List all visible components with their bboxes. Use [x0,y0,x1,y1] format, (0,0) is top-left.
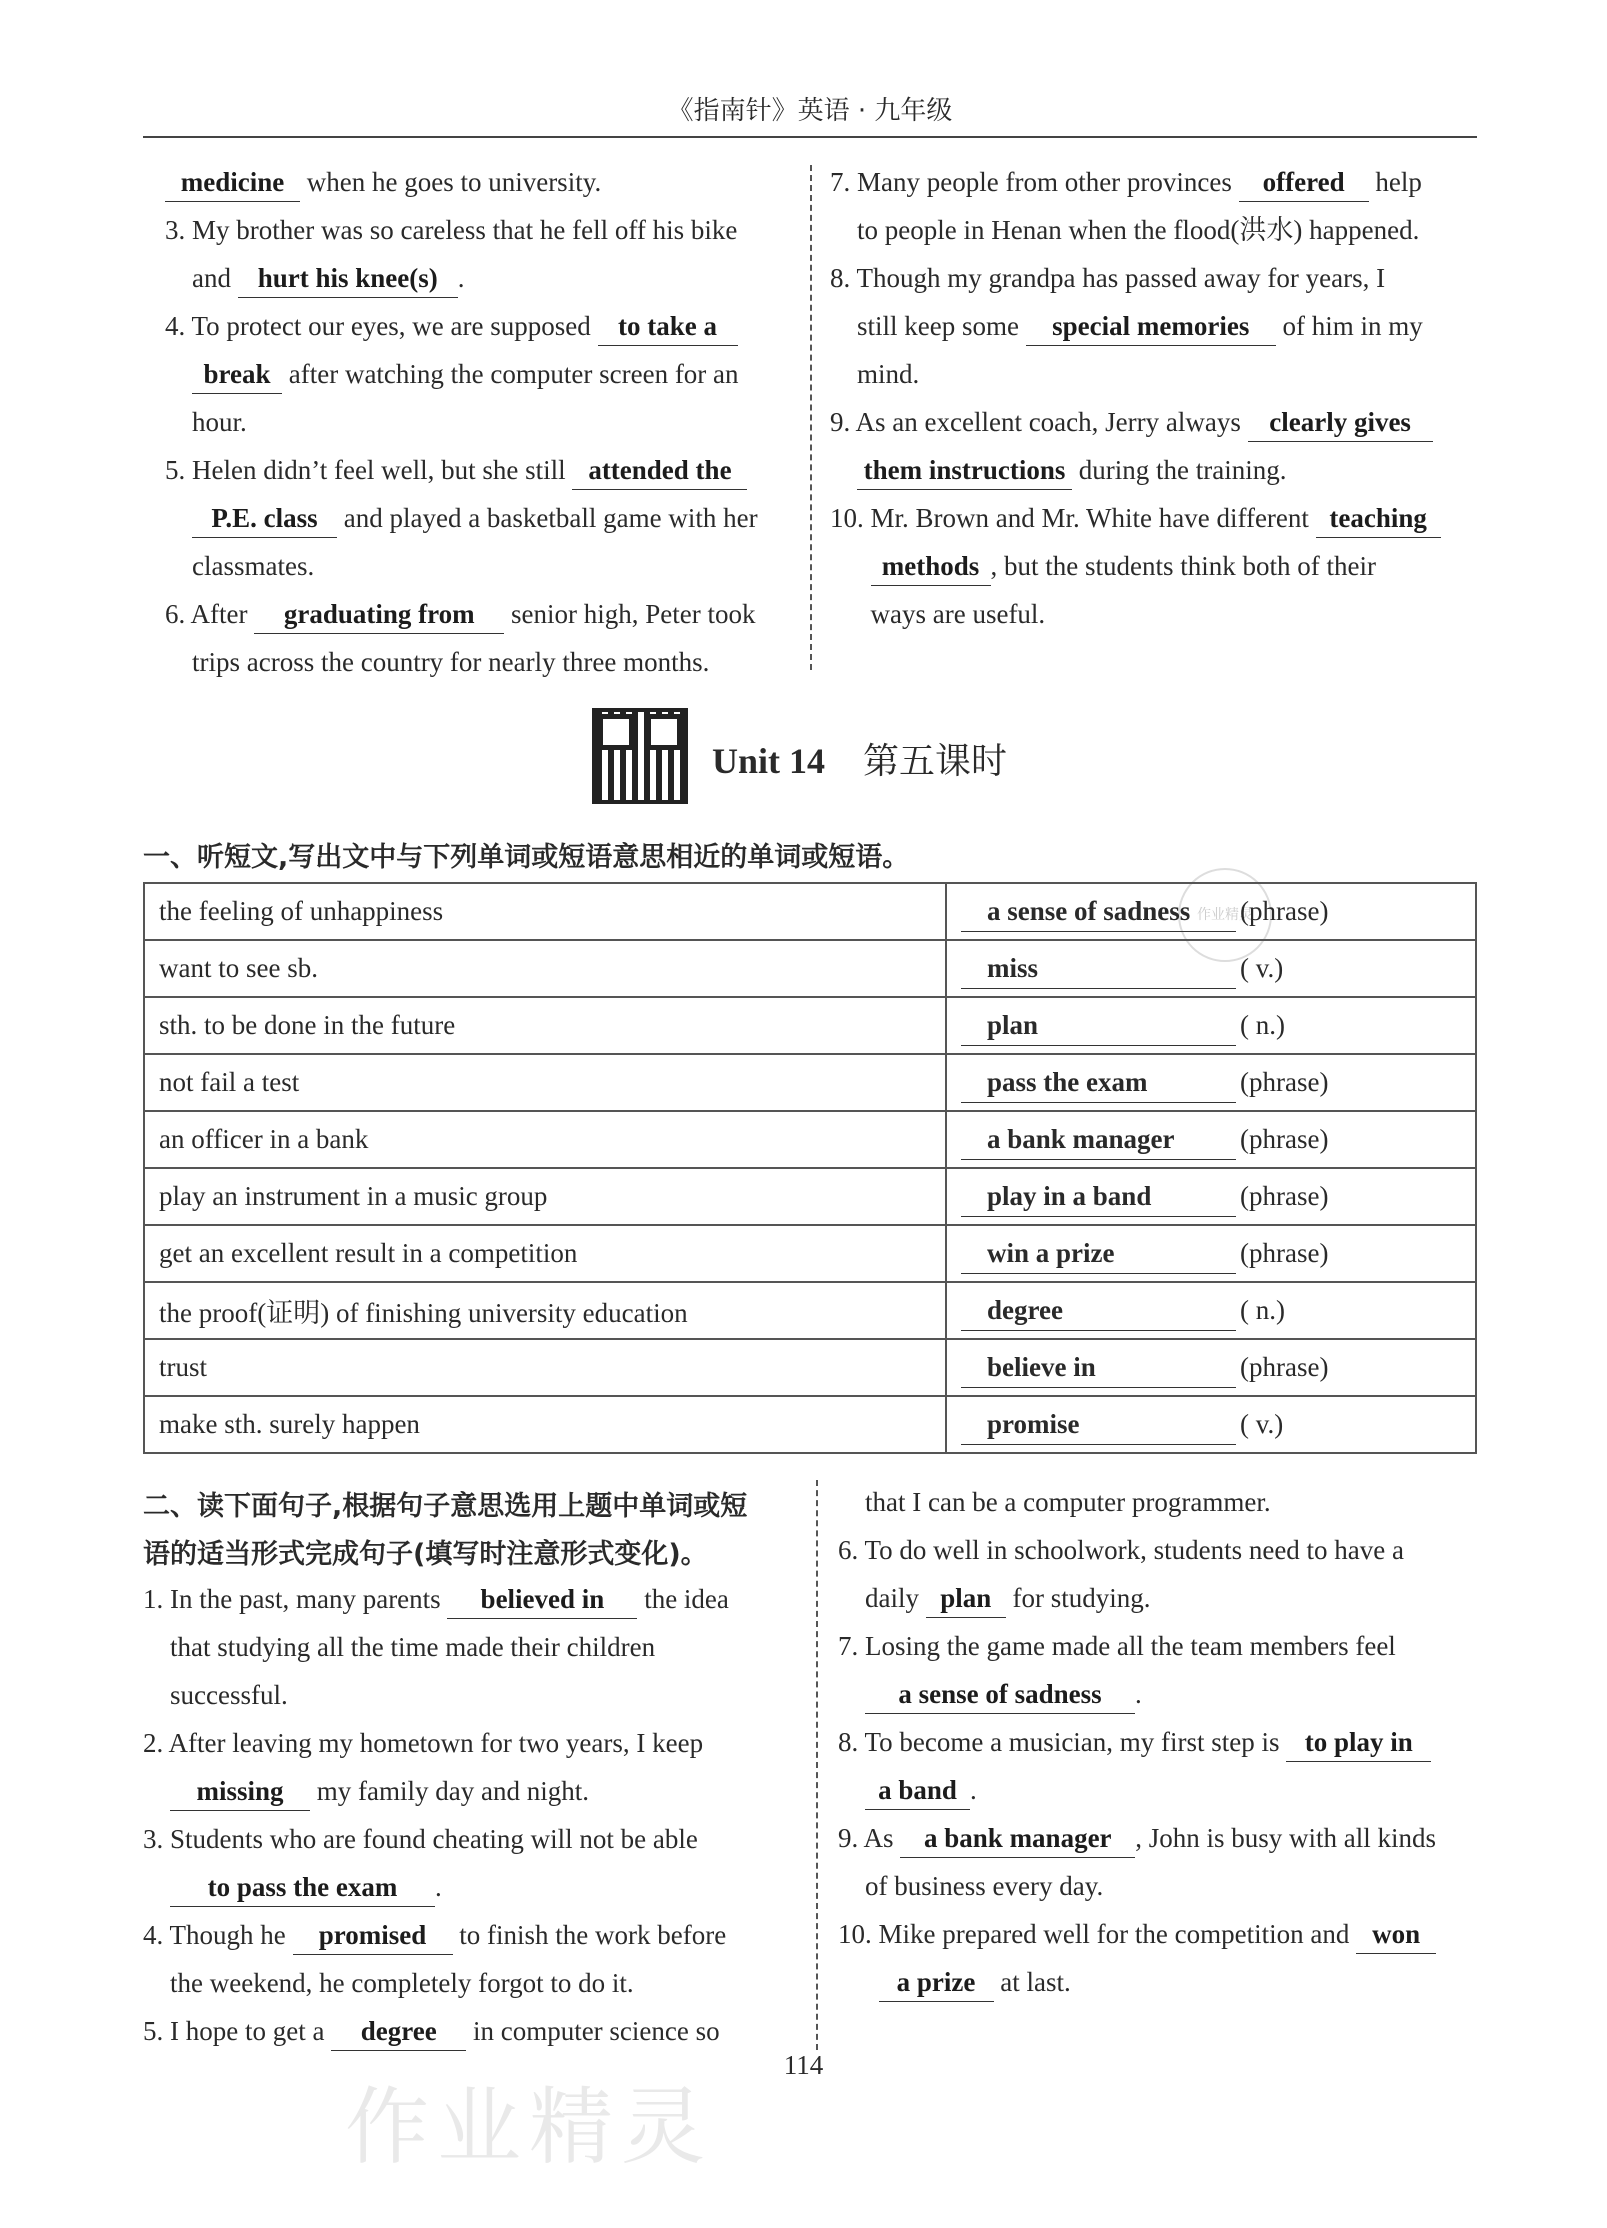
part-of-speech: (phrase) [1240,1067,1329,1097]
question-line [838,1526,1488,1574]
part-of-speech: (phrase) [1240,1352,1329,1382]
question-item [143,1911,793,2007]
question-text: to people in Henan when the flood(洪水) happened. [830,215,1420,245]
vocab-answer-cell [946,1339,1476,1396]
question-line [165,638,785,686]
question-line [143,2007,793,2055]
vocab-answer-cell [946,1225,1476,1282]
question-item [838,1622,1488,1718]
question-item [838,1814,1488,1910]
question-line [838,1718,1488,1766]
question-line [838,1958,1488,2006]
answer-blank[interactable]: a sense of sadness [865,1675,1135,1714]
bottom-left-column [143,1575,793,2055]
vocab-row [144,883,1476,940]
vocab-row [144,1054,1476,1111]
question-line [830,302,1480,350]
part-of-speech: ( n.) [1240,1295,1285,1325]
vocab-row [144,1111,1476,1168]
question-text: to finish the work before [452,1920,727,1950]
section-1-title: 一、听短文,写出文中与下列单词或短语意思相近的单词或短语。 [143,842,910,873]
question-text: in computer science so [466,2016,720,2046]
question-text: after watching the computer screen for an [282,359,739,389]
question-text: mind. [830,359,920,389]
question-text [830,455,857,485]
answer-blank[interactable]: believed in [447,1580,637,1619]
question-text: at last. [993,1967,1071,1997]
question-item [830,494,1480,638]
vocab-answer[interactable]: play in a band [961,1176,1236,1217]
answer-blank[interactable]: special memories [1026,307,1276,346]
question-line [143,1671,793,1719]
question-text: 6. To do well in schoolwork, students need to have a [838,1535,1405,1565]
answer-blank[interactable]: break [192,355,282,394]
vocab-answer-cell [946,1054,1476,1111]
question-line [143,1863,793,1911]
unit-title: Unit 14 [712,741,826,781]
part-of-speech: (phrase) [1240,1238,1329,1268]
question-text [165,503,192,533]
vocab-row [144,1168,1476,1225]
part-of-speech: ( n.) [1240,1010,1285,1040]
question-text: 6. After [165,599,255,629]
question-item [165,302,785,446]
question-line [838,1622,1488,1670]
question-line [165,350,785,398]
question-text: . [435,1872,442,1902]
answer-blank[interactable]: to pass the exam [170,1868,435,1907]
question-text: and played a basketball game with her [337,503,758,533]
question-line [830,206,1480,254]
vocab-answer[interactable]: plan [961,1005,1236,1046]
question-line [165,206,785,254]
vocab-row [144,940,1476,997]
question-line [143,1911,793,1959]
answer-blank[interactable]: degree [331,2012,466,2051]
question-item [165,590,785,686]
question-text: help [1368,167,1422,197]
question-item [838,1910,1488,2006]
question-line [830,254,1480,302]
question-item [838,1526,1488,1622]
answer-blank[interactable]: a band [865,1771,970,1810]
column-divider-bottom [816,1480,818,2050]
question-line [838,1478,1488,1526]
question-text: hour. [165,407,247,437]
question-text [838,1679,865,1709]
question-text: senior high, Peter took [504,599,756,629]
question-line [838,1910,1488,1958]
question-text: my family day and night. [310,1776,589,1806]
part-of-speech: ( v.) [1240,1409,1284,1439]
answer-blank[interactable]: a prize [879,1963,994,2002]
question-text [165,359,192,389]
question-text: 2. After leaving my hometown for two years, I keep [143,1728,704,1758]
column-divider-top [810,165,812,670]
answer-blank[interactable]: attended the [572,451,747,490]
question-text [143,1872,170,1902]
vocab-answer[interactable]: promise [961,1404,1236,1445]
qr-code-icon[interactable] [592,708,688,804]
question-text: 9. As [838,1823,901,1853]
question-text: 3. My brother was so careless that he fell off his bike [165,215,738,245]
question-item [830,254,1480,398]
vocab-definition: sth. to be done in the future [144,997,946,1054]
top-right-column [830,158,1480,638]
vocab-answer-cell [946,940,1476,997]
question-text: 10. Mike prepared well for the competition and [838,1919,1357,1949]
question-text: 4. Though he [143,1920,293,1950]
question-item [143,1719,793,1815]
vocab-answer[interactable]: pass the exam [961,1062,1236,1103]
question-text: . [457,263,465,293]
question-text: , John is busy with all kinds [1135,1823,1437,1853]
question-line [143,1623,793,1671]
question-item [143,1815,793,1911]
question-line [165,494,785,542]
watermark-stamp: 作业精灵 [1178,868,1272,962]
question-text: classmates. [165,551,315,581]
question-line [143,1815,793,1863]
vocab-definition: play an instrument in a music group [144,1168,946,1225]
answer-blank[interactable]: methods [871,547,991,586]
question-line [165,590,785,638]
question-line [143,1575,793,1623]
section-2-title-line-2: 语的适当形式完成句子(填写时注意形式变化)。 [143,1539,708,1570]
question-text: trips across the country for nearly three months. [165,647,710,677]
question-text: the weekend, he completely forgot to do it. [143,1968,634,1998]
answer-blank[interactable]: to take a [598,307,738,346]
question-text: of business every day. [838,1871,1104,1901]
question-item [165,158,785,206]
question-line [165,446,785,494]
header-title: 《指南针》英语 · 九年级 [667,96,953,126]
question-text: , but the students think both of their [990,551,1376,581]
question-text: that I can be a computer programmer. [838,1487,1271,1517]
vocab-definition: want to see sb. [144,940,946,997]
question-text: the idea [637,1584,729,1614]
vocab-row [144,1339,1476,1396]
question-line [143,1719,793,1767]
question-line [165,542,785,590]
question-line [165,302,785,350]
question-line [143,1959,793,2007]
question-item [165,206,785,302]
lesson-title: 第五课时 [863,741,1008,782]
answer-blank[interactable]: promised [293,1916,453,1955]
vocab-definition: not fail a test [144,1054,946,1111]
answer-blank[interactable]: plan [926,1579,1006,1618]
vocab-answer[interactable]: win a prize [961,1233,1236,1274]
answer-blank[interactable]: clearly gives [1248,403,1433,442]
question-text: when he goes to university. [300,167,602,197]
watermark: 作业精灵 [345,2078,714,2176]
question-text [830,551,871,581]
question-text [143,1776,170,1806]
question-text: 5. I hope to get a [143,2016,332,2046]
question-item [143,1575,793,1719]
answer-blank[interactable]: hurt his knee(s) [238,259,458,298]
question-text: . [1135,1679,1142,1709]
question-line [838,1862,1488,1910]
vocab-answer-cell [946,1111,1476,1168]
section-2-title-line-1: 二、读下面句子,根据句子意思选用上题中单词或短 [143,1491,748,1522]
question-line [830,494,1480,542]
question-text: of him in my [1275,311,1423,341]
question-item [838,1718,1488,1814]
question-item [830,158,1480,254]
question-text [838,1775,865,1805]
answer-blank[interactable]: won [1356,1915,1436,1954]
vocab-definition: trust [144,1339,946,1396]
part-of-speech: (phrase) [1240,896,1329,926]
question-line [838,1814,1488,1862]
top-left-column [165,158,785,686]
question-line [838,1766,1488,1814]
question-line [830,542,1480,590]
question-text: 10. Mr. Brown and Mr. White have different [830,503,1316,533]
question-line [165,398,785,446]
question-text: 9. As an excellent coach, Jerry always [830,407,1248,437]
question-text: 8. Though my grandpa has passed away for years, I [830,263,1386,293]
vocab-answer-cell [946,1168,1476,1225]
question-line [165,158,785,206]
question-item [143,2007,793,2055]
vocab-answer[interactable]: miss [961,948,1236,989]
vocab-row [144,997,1476,1054]
vocab-definition: the proof(证明) of finishing university education [144,1282,946,1339]
question-line [830,446,1480,494]
question-line [143,1767,793,1815]
question-text: for studying. [1005,1583,1151,1613]
question-text: that studying all the time made their children [143,1632,656,1662]
question-text: 4. To protect our eyes, we are supposed [165,311,598,341]
question-item [830,398,1480,494]
question-line [830,398,1480,446]
question-line [830,350,1480,398]
answer-blank[interactable]: P.E. class [192,499,337,538]
question-text: still keep some [830,311,1026,341]
vocab-answer-cell [946,997,1476,1054]
question-line [838,1670,1488,1718]
question-text: and [165,263,238,293]
vocab-row [144,1396,1476,1453]
bottom-right-column [838,1478,1488,2006]
answer-blank[interactable]: to play in [1286,1723,1431,1762]
vocab-answer[interactable]: believe in [961,1347,1236,1388]
vocab-definition: make sth. surely happen [144,1396,946,1453]
answer-blank[interactable]: medicine [165,163,300,202]
vocab-row [144,1282,1476,1339]
vocab-answer-cell [946,883,1476,940]
answer-blank[interactable]: graduating from [254,595,504,634]
question-text: successful. [143,1680,288,1710]
vocab-answer-cell [946,1282,1476,1339]
question-line [830,158,1480,206]
question-text: ways are useful. [830,599,1046,629]
part-of-speech: (phrase) [1240,1181,1329,1211]
question-item [165,446,785,590]
question-text: 3. Students who are found cheating will not be able [143,1824,698,1854]
vocab-definition: an officer in a bank [144,1111,946,1168]
vocab-answer[interactable]: a sense of sadness [961,891,1236,932]
vocab-definition: get an excellent result in a competition [144,1225,946,1282]
question-line [165,254,785,302]
page-header [143,90,1477,138]
answer-blank[interactable]: offered [1239,163,1369,202]
vocab-answer[interactable]: a bank manager [961,1119,1236,1160]
vocab-table [143,882,1477,1454]
vocab-definition: the feeling of unhappiness [144,883,946,940]
answer-blank[interactable]: missing [170,1772,310,1811]
answer-blank[interactable]: them instructions [857,451,1072,490]
question-text: . [970,1775,977,1805]
question-item [838,1478,1488,1526]
question-text: 8. To become a musician, my first step is [838,1727,1287,1757]
part-of-speech: (phrase) [1240,1124,1329,1154]
question-text [838,1967,879,1997]
question-line [830,590,1480,638]
part-of-speech: ( v.) [1240,953,1284,983]
vocab-row [144,1225,1476,1282]
question-line [838,1574,1488,1622]
page-number: 114 [783,2050,824,2080]
question-text: during the training. [1072,455,1287,485]
question-text: 7. Many people from other provinces [830,167,1239,197]
answer-blank[interactable]: a bank manager [900,1819,1135,1858]
question-text: 7. Losing the game made all the team members feel [838,1631,1396,1661]
vocab-answer-cell [946,1396,1476,1453]
unit-heading [592,708,1022,808]
question-text: daily [838,1583,926,1613]
question-text: 1. In the past, many parents [143,1584,448,1614]
question-text: 5. Helen didn’t feel well, but she still [165,455,573,485]
vocab-answer[interactable]: degree [961,1290,1236,1331]
answer-blank[interactable]: teaching [1316,499,1441,538]
